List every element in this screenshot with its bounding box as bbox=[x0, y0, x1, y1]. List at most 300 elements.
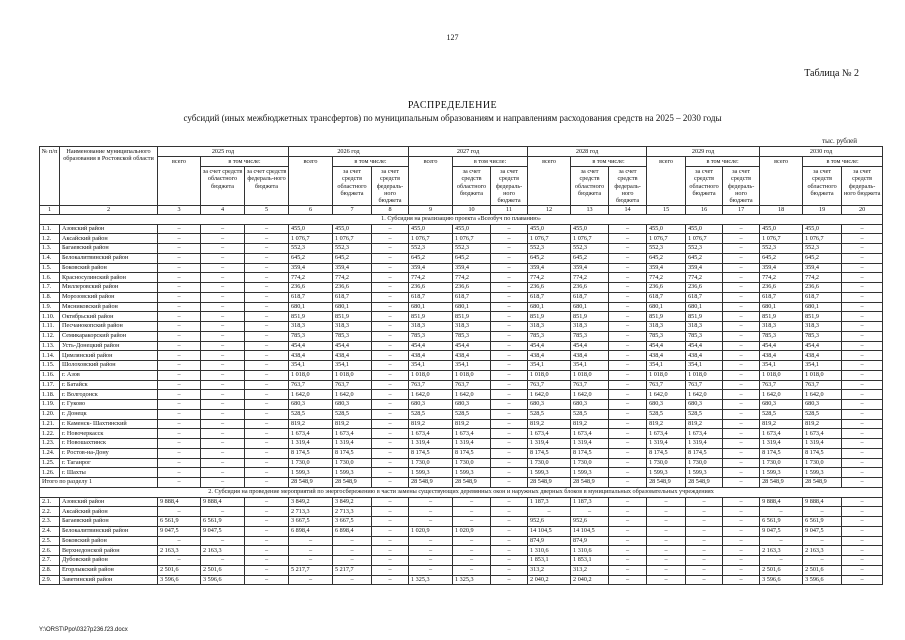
regional-budget-value: 1 599,3 bbox=[803, 468, 842, 478]
year-total-value: – bbox=[289, 536, 333, 546]
empty-value: – bbox=[723, 312, 760, 322]
regional-budget-value: 774,2 bbox=[453, 273, 491, 283]
table-row bbox=[40, 575, 883, 585]
empty-value: – bbox=[609, 370, 647, 380]
empty-value: – bbox=[245, 448, 289, 458]
column-number: 12 bbox=[528, 205, 571, 214]
regional-budget-value: 552,3 bbox=[453, 244, 491, 254]
empty-value: – bbox=[245, 556, 289, 566]
regional-budget-value: 28 548,9 bbox=[803, 478, 842, 488]
regional-budget-value: 354,1 bbox=[571, 361, 609, 371]
regional-budget-value: 3 596,6 bbox=[201, 575, 245, 585]
empty-value: – bbox=[158, 322, 201, 332]
regional-budget-value: 680,1 bbox=[686, 302, 723, 312]
year-total-value: 354,1 bbox=[528, 361, 571, 371]
year-total-value: 313,2 bbox=[528, 565, 571, 575]
empty-value: – bbox=[158, 331, 201, 341]
empty-value: – bbox=[842, 448, 883, 458]
regional-budget-value: – bbox=[686, 546, 723, 556]
empty-value: – bbox=[245, 439, 289, 449]
regional-budget-value: 528,5 bbox=[803, 409, 842, 419]
empty-value: – bbox=[491, 536, 528, 546]
empty-value: – bbox=[372, 351, 409, 361]
empty-value: – bbox=[723, 439, 760, 449]
year-total-value: 438,4 bbox=[409, 351, 453, 361]
row-number: 1.24. bbox=[40, 448, 60, 458]
empty-value: – bbox=[158, 458, 201, 468]
regional-budget-value: 552,3 bbox=[686, 244, 723, 254]
table-row bbox=[40, 526, 883, 536]
regional-budget-value: 1 310,6 bbox=[571, 546, 609, 556]
empty-value: – bbox=[609, 517, 647, 527]
year-total-value: 618,7 bbox=[289, 292, 333, 302]
regional-budget-value: 1 076,7 bbox=[803, 234, 842, 244]
empty-value: – bbox=[201, 380, 245, 390]
column-number: 8 bbox=[372, 205, 409, 214]
empty-value: – bbox=[158, 390, 201, 400]
year-total-value: 318,3 bbox=[528, 322, 571, 332]
empty-value: – bbox=[158, 283, 201, 293]
row-number: 1.8. bbox=[40, 292, 60, 302]
empty-value: – bbox=[491, 468, 528, 478]
empty-value: – bbox=[158, 263, 201, 273]
table-row bbox=[40, 292, 883, 302]
empty-value: – bbox=[723, 292, 760, 302]
year-total-value: 1 642,0 bbox=[528, 390, 571, 400]
empty-value: – bbox=[158, 429, 201, 439]
regional-budget-value: 1 730,0 bbox=[803, 458, 842, 468]
empty-value: – bbox=[842, 546, 883, 556]
year-total-value: – bbox=[760, 536, 803, 546]
empty-value: – bbox=[372, 390, 409, 400]
empty-value: – bbox=[372, 439, 409, 449]
empty-value: – bbox=[372, 478, 409, 488]
year-total-value: – bbox=[289, 575, 333, 585]
header-regional-budget: за счет средств областного бюджета bbox=[571, 167, 609, 206]
regional-budget-value: – bbox=[686, 517, 723, 527]
year-total-value: 1 076,7 bbox=[409, 234, 453, 244]
regional-budget-value: – bbox=[333, 556, 372, 566]
year-total-value: 359,4 bbox=[647, 263, 686, 273]
regional-budget-value: 2 163,3 bbox=[201, 546, 245, 556]
year-total-value: – bbox=[409, 546, 453, 556]
regional-budget-value: 3 849,2 bbox=[333, 497, 372, 507]
municipality-name: Миллеровский район bbox=[60, 283, 158, 293]
regional-budget-value: – bbox=[453, 507, 491, 517]
header-including: в том числе: bbox=[571, 157, 647, 167]
empty-value: – bbox=[245, 536, 289, 546]
regional-budget-value: 1 319,4 bbox=[571, 439, 609, 449]
year-total-value: – bbox=[409, 517, 453, 527]
empty-value: – bbox=[245, 253, 289, 263]
empty-value: – bbox=[609, 468, 647, 478]
empty-value: – bbox=[201, 283, 245, 293]
municipality-name: г. Азов bbox=[60, 370, 158, 380]
regional-budget-value: 354,1 bbox=[686, 361, 723, 371]
regional-budget-value: – bbox=[686, 507, 723, 517]
regional-budget-value: – bbox=[686, 536, 723, 546]
year-total-value: 774,2 bbox=[647, 273, 686, 283]
year-total-value: 645,2 bbox=[528, 253, 571, 263]
column-number: 15 bbox=[647, 205, 686, 214]
year-total-value: 3 667,5 bbox=[289, 517, 333, 527]
regional-budget-value: 763,7 bbox=[571, 380, 609, 390]
year-total-value: 8 174,5 bbox=[409, 448, 453, 458]
header-number: № п/п bbox=[40, 147, 60, 206]
column-number: 14 bbox=[609, 205, 647, 214]
header-total: всего bbox=[289, 157, 333, 206]
municipality-name: г. Гуково bbox=[60, 400, 158, 410]
regional-budget-value: 1 018,0 bbox=[803, 370, 842, 380]
year-total-value: 236,6 bbox=[528, 283, 571, 293]
regional-budget-value: 454,4 bbox=[571, 341, 609, 351]
year-total-value: 763,7 bbox=[409, 380, 453, 390]
empty-value: – bbox=[372, 468, 409, 478]
header-municipality: Наименование муниципального образования в Ростовской области bbox=[60, 147, 158, 206]
regional-budget-value: 8 174,5 bbox=[571, 448, 609, 458]
empty-value: – bbox=[201, 429, 245, 439]
empty-value: – bbox=[723, 478, 760, 488]
regional-budget-value: 819,2 bbox=[453, 419, 491, 429]
municipality-name: Красносулинский район bbox=[60, 273, 158, 283]
empty-value: – bbox=[372, 575, 409, 585]
empty-value: – bbox=[609, 253, 647, 263]
table-row bbox=[40, 507, 883, 517]
regional-budget-value: – bbox=[201, 556, 245, 566]
empty-value: – bbox=[372, 556, 409, 566]
empty-value: – bbox=[842, 380, 883, 390]
table-row bbox=[40, 565, 883, 575]
year-total-value: 5 217,7 bbox=[289, 565, 333, 575]
regional-budget-value: 236,6 bbox=[453, 283, 491, 293]
municipality-name: г. Новочеркасск bbox=[60, 429, 158, 439]
year-total-value: 1 319,4 bbox=[647, 439, 686, 449]
year-total-value: 618,7 bbox=[409, 292, 453, 302]
regional-budget-value: 819,2 bbox=[571, 419, 609, 429]
regional-budget-value: 2 501,6 bbox=[201, 565, 245, 575]
regional-budget-value: 1 730,0 bbox=[571, 458, 609, 468]
year-total-value: 680,1 bbox=[528, 302, 571, 312]
regional-budget-value: 236,6 bbox=[803, 283, 842, 293]
empty-value: – bbox=[372, 409, 409, 419]
empty-value: – bbox=[245, 546, 289, 556]
empty-value: – bbox=[723, 526, 760, 536]
regional-budget-value: 645,2 bbox=[803, 253, 842, 263]
regional-budget-value: 1 018,0 bbox=[686, 370, 723, 380]
empty-value: – bbox=[372, 244, 409, 254]
regional-budget-value: 236,6 bbox=[686, 283, 723, 293]
empty-value: – bbox=[723, 263, 760, 273]
municipality-name: г. Каменск- Шахтинский bbox=[60, 419, 158, 429]
empty-value: – bbox=[609, 380, 647, 390]
regional-budget-value: 785,3 bbox=[686, 331, 723, 341]
regional-budget-value: 1 673,4 bbox=[453, 429, 491, 439]
regional-budget-value: 1 187,3 bbox=[571, 497, 609, 507]
empty-value: – bbox=[372, 370, 409, 380]
regional-budget-value: 455,0 bbox=[803, 224, 842, 234]
year-total-value: 763,7 bbox=[289, 380, 333, 390]
regional-budget-value: 851,9 bbox=[686, 312, 723, 322]
year-total-value: 819,2 bbox=[409, 419, 453, 429]
empty-value: – bbox=[372, 419, 409, 429]
empty-value: – bbox=[723, 409, 760, 419]
year-total-value: – bbox=[409, 565, 453, 575]
empty-value: – bbox=[491, 244, 528, 254]
empty-value: – bbox=[491, 517, 528, 527]
column-number: 17 bbox=[723, 205, 760, 214]
year-total-value: – bbox=[158, 507, 201, 517]
regional-budget-value: 680,3 bbox=[333, 400, 372, 410]
table-row bbox=[40, 546, 883, 556]
regional-budget-value: 2 040,2 bbox=[571, 575, 609, 585]
row-number: 1.12. bbox=[40, 331, 60, 341]
year-total-value: – bbox=[289, 546, 333, 556]
empty-value: – bbox=[245, 312, 289, 322]
year-total-value: 763,7 bbox=[647, 380, 686, 390]
empty-value: – bbox=[372, 263, 409, 273]
empty-value: – bbox=[245, 458, 289, 468]
row-number: 1.2. bbox=[40, 234, 60, 244]
column-number: 10 bbox=[453, 205, 491, 214]
regional-budget-value: 354,1 bbox=[803, 361, 842, 371]
year-total-value: 618,7 bbox=[528, 292, 571, 302]
municipality-name: Боковский район bbox=[60, 536, 158, 546]
empty-value: – bbox=[842, 517, 883, 527]
year-total-value: – bbox=[409, 507, 453, 517]
regional-budget-value: 454,4 bbox=[686, 341, 723, 351]
empty-value: – bbox=[842, 419, 883, 429]
year-total-value: 9 888,4 bbox=[760, 497, 803, 507]
year-total-value: 763,7 bbox=[760, 380, 803, 390]
header-total: всего bbox=[760, 157, 803, 206]
regional-budget-value: 1 642,0 bbox=[803, 390, 842, 400]
municipality-name: Морозовский район bbox=[60, 292, 158, 302]
empty-value: – bbox=[372, 322, 409, 332]
regional-budget-value: 28 548,9 bbox=[333, 478, 372, 488]
municipality-name: Усть-Донецкий район bbox=[60, 341, 158, 351]
empty-value: – bbox=[491, 263, 528, 273]
empty-value: – bbox=[723, 302, 760, 312]
empty-value: – bbox=[245, 478, 289, 488]
year-total-value: 1 673,4 bbox=[647, 429, 686, 439]
year-total-value: 28 548,9 bbox=[528, 478, 571, 488]
year-total-value: 455,0 bbox=[760, 224, 803, 234]
year-total-value: – bbox=[647, 536, 686, 546]
year-total-value: 9 888,4 bbox=[158, 497, 201, 507]
empty-value: – bbox=[491, 322, 528, 332]
empty-value: – bbox=[491, 283, 528, 293]
municipality-name: Боковский район bbox=[60, 263, 158, 273]
year-total-value: 8 174,5 bbox=[760, 448, 803, 458]
municipality-name: Аксайский район bbox=[60, 234, 158, 244]
year-total-value: 28 548,9 bbox=[647, 478, 686, 488]
empty-value: – bbox=[842, 400, 883, 410]
row-number: 1.17. bbox=[40, 380, 60, 390]
year-total-value: 1 319,4 bbox=[289, 439, 333, 449]
empty-value: – bbox=[609, 497, 647, 507]
year-total-value: 528,5 bbox=[528, 409, 571, 419]
table-row bbox=[40, 458, 883, 468]
year-total-value: 2 163,3 bbox=[158, 546, 201, 556]
year-total-value: 851,9 bbox=[760, 312, 803, 322]
year-total-value: 3 596,6 bbox=[158, 575, 201, 585]
empty-value: – bbox=[491, 400, 528, 410]
year-total-value: 1 018,0 bbox=[289, 370, 333, 380]
empty-value: – bbox=[491, 478, 528, 488]
header-regional-budget: за счет средств областного бюджета bbox=[201, 167, 245, 206]
empty-value: – bbox=[609, 312, 647, 322]
regional-budget-value: 819,2 bbox=[686, 419, 723, 429]
regional-budget-value: 455,0 bbox=[571, 224, 609, 234]
empty-value: – bbox=[245, 234, 289, 244]
empty-value: – bbox=[842, 234, 883, 244]
header-federal-budget: за счет средств федераль-ного бюджета bbox=[723, 167, 760, 206]
header-federal-budget: за счет средств федераль-ного бюджета bbox=[372, 167, 409, 206]
empty-value: – bbox=[158, 370, 201, 380]
empty-value: – bbox=[245, 263, 289, 273]
regional-budget-value: 528,5 bbox=[686, 409, 723, 419]
empty-value: – bbox=[491, 224, 528, 234]
empty-value: – bbox=[842, 370, 883, 380]
regional-budget-value: 3 667,5 bbox=[333, 517, 372, 527]
regional-budget-value: 359,4 bbox=[453, 263, 491, 273]
row-number: 1.22. bbox=[40, 429, 60, 439]
year-total-value: 1 642,0 bbox=[289, 390, 333, 400]
year-total-value: 645,2 bbox=[289, 253, 333, 263]
year-total-value: 1 673,4 bbox=[760, 429, 803, 439]
year-total-value: 819,2 bbox=[289, 419, 333, 429]
year-total-value: – bbox=[158, 556, 201, 566]
row-number: 1.3. bbox=[40, 244, 60, 254]
year-total-value: 552,3 bbox=[528, 244, 571, 254]
year-total-value: 552,3 bbox=[289, 244, 333, 254]
empty-value: – bbox=[842, 390, 883, 400]
empty-value: – bbox=[201, 244, 245, 254]
empty-value: – bbox=[372, 302, 409, 312]
year-total-value: 1 853,1 bbox=[528, 556, 571, 566]
empty-value: – bbox=[158, 312, 201, 322]
column-number: 16 bbox=[686, 205, 723, 214]
year-total-value: 680,1 bbox=[409, 302, 453, 312]
municipality-name: г. Шахты bbox=[60, 468, 158, 478]
empty-value: – bbox=[158, 448, 201, 458]
empty-value: – bbox=[842, 468, 883, 478]
year-total-value: 763,7 bbox=[528, 380, 571, 390]
empty-value: – bbox=[245, 322, 289, 332]
empty-value: – bbox=[842, 507, 883, 517]
empty-value: – bbox=[245, 380, 289, 390]
row-number: 2.1. bbox=[40, 497, 60, 507]
header-federal-budget: за счет средств федераль-ного бюджета bbox=[609, 167, 647, 206]
empty-value: – bbox=[723, 497, 760, 507]
empty-value: – bbox=[491, 273, 528, 283]
empty-value: – bbox=[723, 380, 760, 390]
year-total-value: 454,4 bbox=[528, 341, 571, 351]
year-total-value: 680,3 bbox=[289, 400, 333, 410]
regional-budget-value: 1 319,4 bbox=[453, 439, 491, 449]
empty-value: – bbox=[609, 273, 647, 283]
municipality-name: Цимлянский район bbox=[60, 351, 158, 361]
empty-value: – bbox=[723, 458, 760, 468]
row-number: 1.7. bbox=[40, 283, 60, 293]
municipality-name: Шолоховский район bbox=[60, 361, 158, 371]
year-total-value: 851,9 bbox=[528, 312, 571, 322]
column-number: 20 bbox=[842, 205, 883, 214]
regional-budget-value: 618,7 bbox=[571, 292, 609, 302]
table-row bbox=[40, 253, 883, 263]
municipality-name: г. Батайск bbox=[60, 380, 158, 390]
regional-budget-value: 1 642,0 bbox=[686, 390, 723, 400]
year-total-value: 318,3 bbox=[647, 322, 686, 332]
regional-budget-value: 1 076,7 bbox=[333, 234, 372, 244]
empty-value: – bbox=[491, 302, 528, 312]
empty-value: – bbox=[372, 361, 409, 371]
empty-value: – bbox=[245, 351, 289, 361]
year-total-value: 8 174,5 bbox=[647, 448, 686, 458]
year-total-value: 618,7 bbox=[647, 292, 686, 302]
municipality-name: Белокалитвинский район bbox=[60, 526, 158, 536]
empty-value: – bbox=[842, 263, 883, 273]
empty-value: – bbox=[158, 224, 201, 234]
regional-budget-value: 774,2 bbox=[803, 273, 842, 283]
empty-value: – bbox=[372, 546, 409, 556]
regional-budget-value: 1 020,9 bbox=[453, 526, 491, 536]
year-total-value: 1 730,0 bbox=[409, 458, 453, 468]
year-total-value: 819,2 bbox=[528, 419, 571, 429]
row-number: 2.5. bbox=[40, 536, 60, 546]
empty-value: – bbox=[609, 224, 647, 234]
regional-budget-value: 618,7 bbox=[686, 292, 723, 302]
empty-value: – bbox=[372, 234, 409, 244]
empty-value: – bbox=[372, 526, 409, 536]
empty-value: – bbox=[158, 351, 201, 361]
empty-value: – bbox=[158, 380, 201, 390]
row-number: 1.1. bbox=[40, 224, 60, 234]
year-total-value: 1 187,3 bbox=[528, 497, 571, 507]
empty-value: – bbox=[842, 244, 883, 254]
row-number: 1.20. bbox=[40, 409, 60, 419]
regional-budget-value: 438,4 bbox=[803, 351, 842, 361]
year-total-value: 528,5 bbox=[289, 409, 333, 419]
regional-budget-value: 680,1 bbox=[571, 302, 609, 312]
year-total-value: 3 596,6 bbox=[760, 575, 803, 585]
empty-value: – bbox=[491, 341, 528, 351]
empty-value: – bbox=[201, 370, 245, 380]
year-total-value: 9 047,5 bbox=[158, 526, 201, 536]
regional-budget-value: 5 217,7 bbox=[333, 565, 372, 575]
empty-value: – bbox=[372, 507, 409, 517]
row-number: 1.5. bbox=[40, 263, 60, 273]
empty-value: – bbox=[609, 565, 647, 575]
year-total-value: 1 642,0 bbox=[760, 390, 803, 400]
regional-budget-value: 528,5 bbox=[571, 409, 609, 419]
empty-value: – bbox=[201, 292, 245, 302]
municipality-name: Аксайский район bbox=[60, 507, 158, 517]
empty-value: – bbox=[158, 439, 201, 449]
empty-value: – bbox=[245, 244, 289, 254]
year-total-value: 2 163,3 bbox=[760, 546, 803, 556]
year-total-value: – bbox=[760, 556, 803, 566]
row-number: 1.23. bbox=[40, 439, 60, 449]
municipality-name: Азовский район bbox=[60, 224, 158, 234]
empty-value: – bbox=[609, 419, 647, 429]
empty-value: – bbox=[609, 448, 647, 458]
header-total: всего bbox=[409, 157, 453, 206]
regional-budget-value: – bbox=[686, 556, 723, 566]
regional-budget-value: 359,4 bbox=[803, 263, 842, 273]
empty-value: – bbox=[158, 468, 201, 478]
empty-value: – bbox=[723, 419, 760, 429]
